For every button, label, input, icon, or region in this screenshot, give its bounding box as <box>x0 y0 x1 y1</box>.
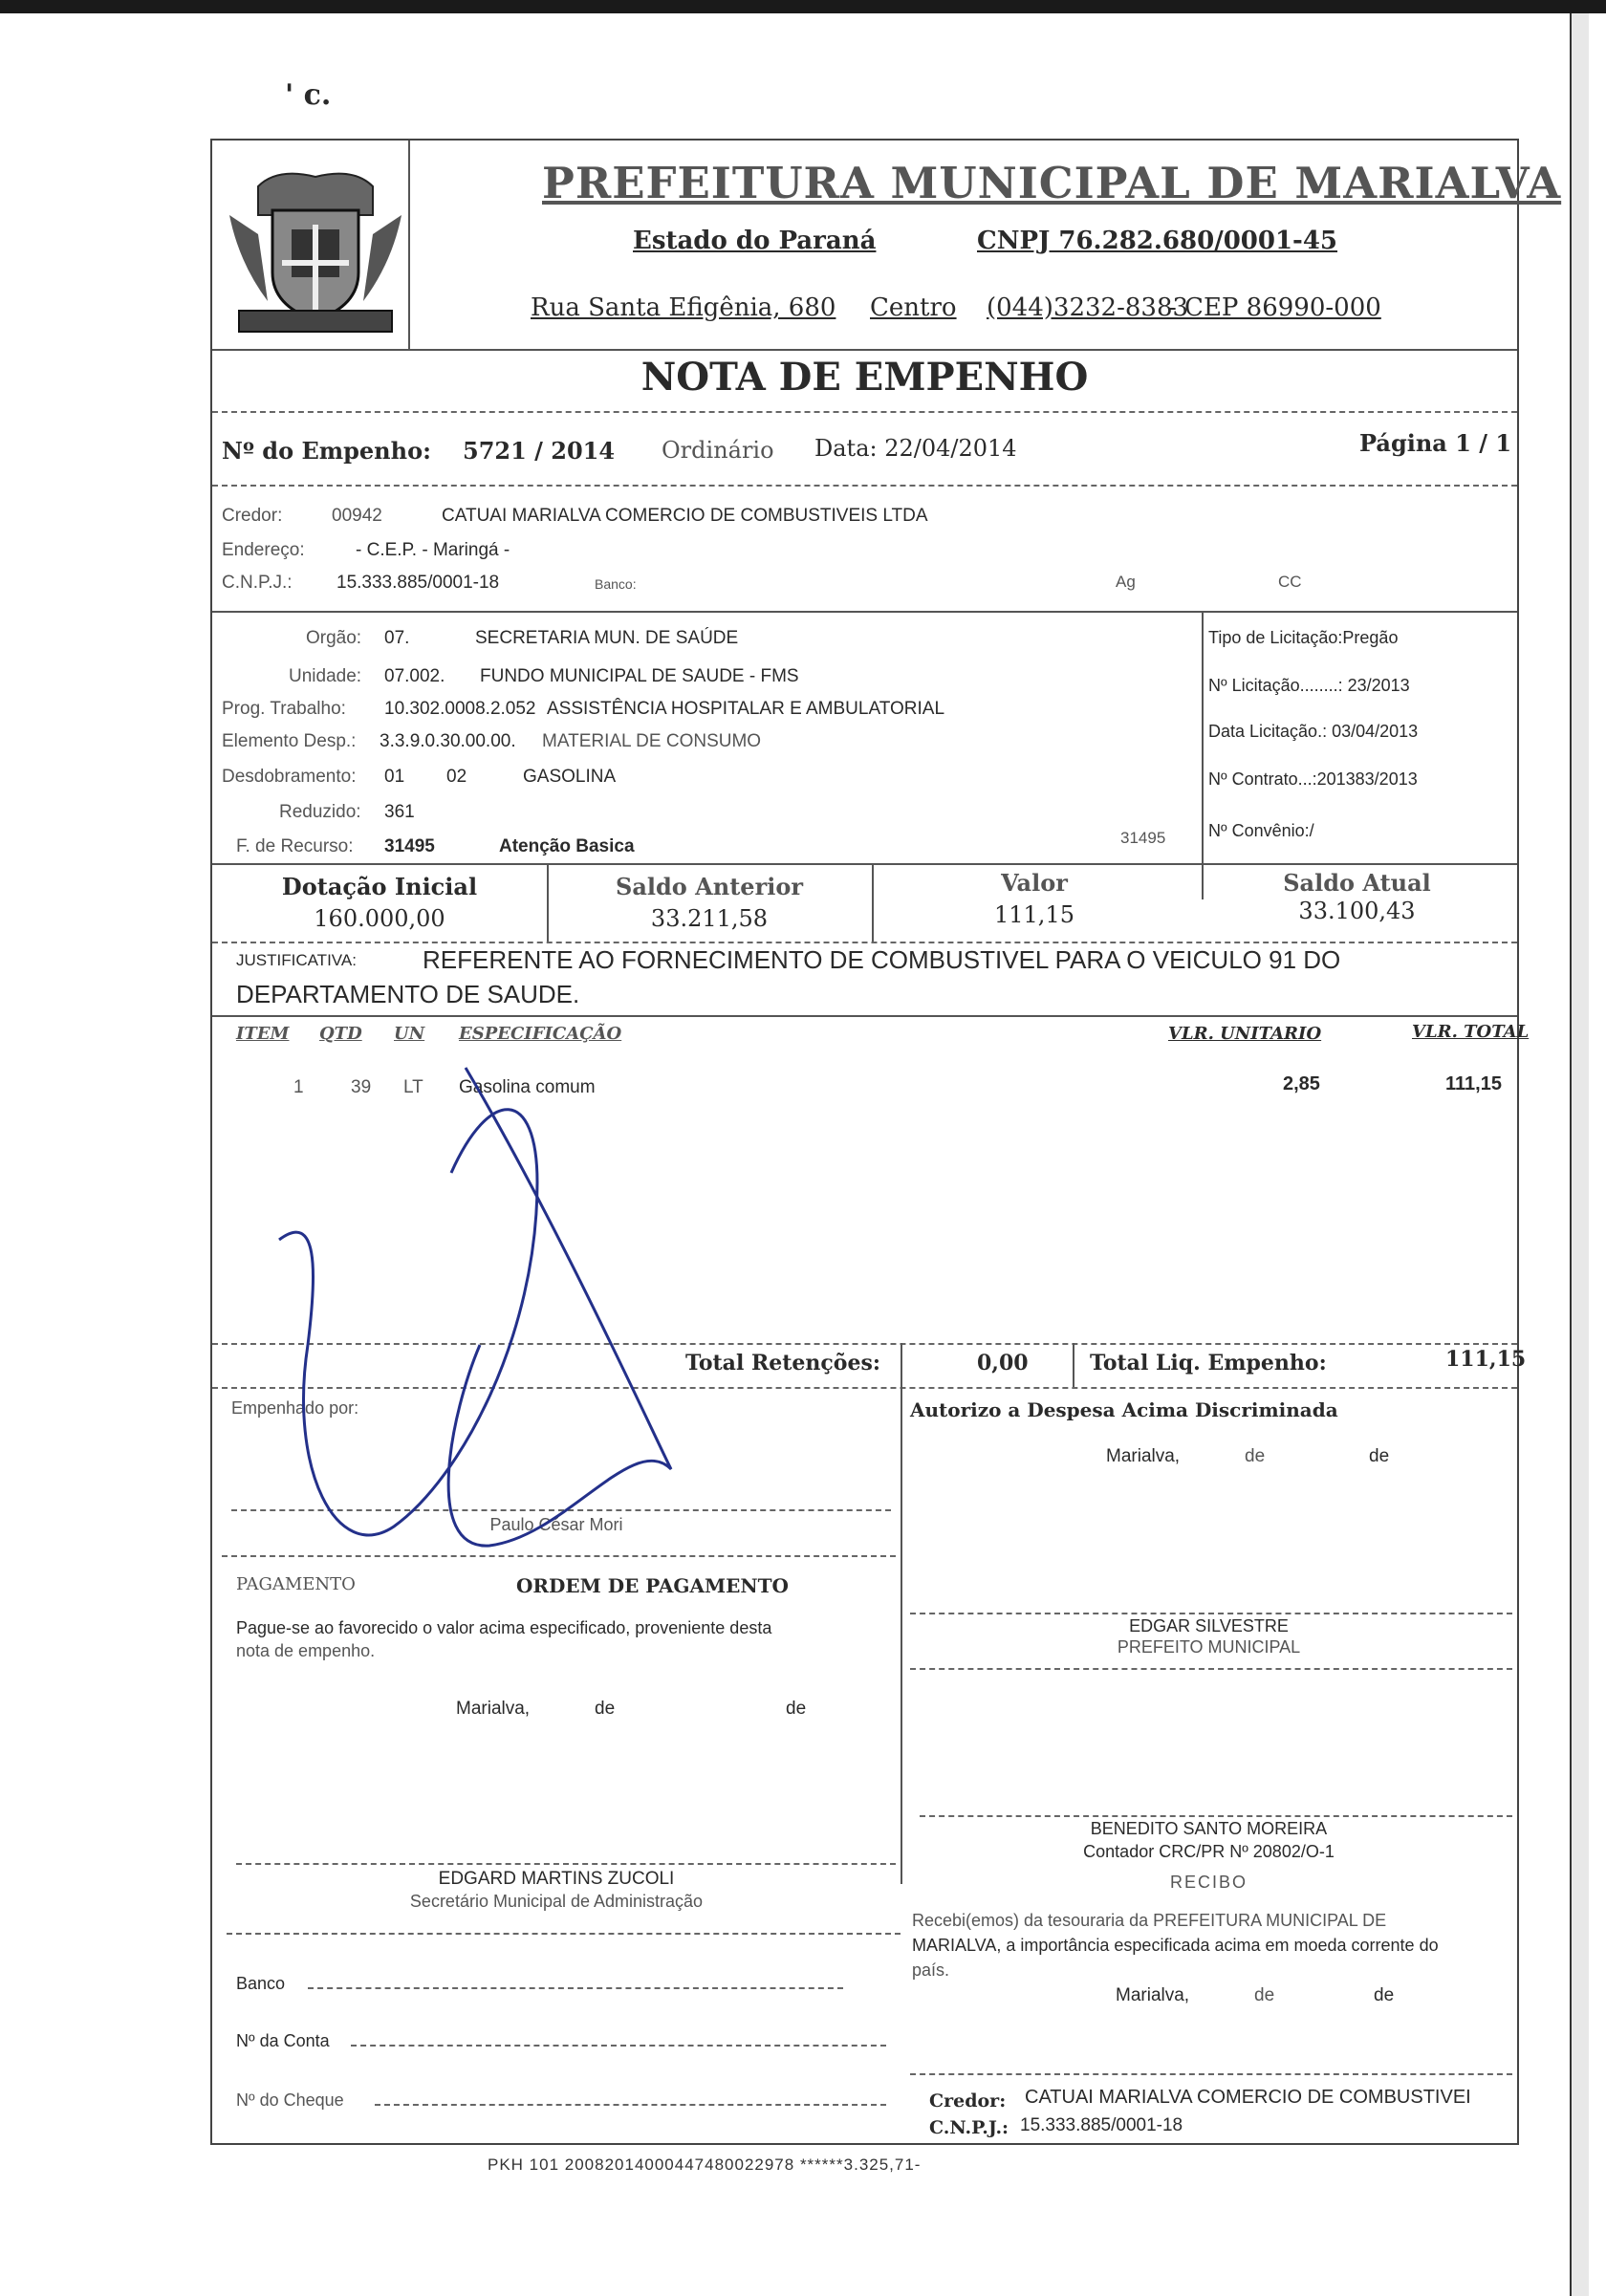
retencoes-label: Total Retenções: <box>685 1351 880 1375</box>
estado: Estado do Paraná <box>633 227 877 255</box>
recibo-title: RECIBO <box>1169 1873 1248 1892</box>
prog-label: Prog. Trabalho: <box>222 699 346 719</box>
pague-de-2: de <box>786 1699 807 1719</box>
saldo-anterior-label: Saldo Anterior <box>616 873 803 900</box>
saldo-anterior-value: 33.211,58 <box>650 905 769 932</box>
conta-label: Nº da Conta <box>236 2031 330 2050</box>
desdobramento-code-2: 02 <box>446 767 467 787</box>
handwritten-signature <box>250 1029 748 1622</box>
page-indicator: Página 1 / 1 <box>1359 429 1512 457</box>
scan-top-edge <box>0 0 1606 13</box>
orgao-name: SECRETARIA MUN. DE SAÚDE <box>475 628 739 648</box>
recibo-de-1: de <box>1254 1985 1275 2005</box>
bank-label: Banco: <box>595 576 637 592</box>
elemento-name: MATERIAL DE CONSUMO <box>542 731 762 751</box>
data-licitacao: Data Licitação.: 03/04/2013 <box>1208 722 1419 741</box>
header-vlr-unitario: VLR. UNITARIO <box>1168 1024 1322 1044</box>
elemento-code: 3.3.9.0.30.00.00. <box>380 731 516 751</box>
recibo-de-2: de <box>1374 1985 1395 2005</box>
street: Rua Santa Efigênia, 680 <box>531 293 836 322</box>
numero-licitacao: Nº Licitação........: 23/2013 <box>1208 676 1410 695</box>
row-spec: Gasolina comum <box>459 1077 596 1097</box>
unidade-label: Unidade: <box>289 666 362 686</box>
header-item: ITEM <box>236 1024 290 1044</box>
recibo-line-3: país. <box>912 1960 950 1980</box>
desdobramento-code-1: 01 <box>384 767 405 787</box>
orgao-label: Orgão: <box>306 628 362 648</box>
justificativa-line-2: DEPARTAMENTO DE SAUDE. <box>236 980 580 1008</box>
autorizo-text: Autorizo a Despesa Acima Discriminada <box>910 1398 1338 1421</box>
justificativa-line-1: REFERENTE AO FORNECIMENTO DE COMBUSTIVEL PARA O VEICULO 91 DO <box>423 945 1341 974</box>
recurso-right: 31495 <box>1120 829 1166 847</box>
contador-name: BENEDITO SANTO MOREIRA <box>1090 1819 1328 1838</box>
header-especificacao: ESPECIFICAÇÃO <box>459 1024 622 1044</box>
unidade-code: 07.002. <box>384 666 445 686</box>
ordem-pagamento: ORDEM DE PAGAMENTO <box>516 1574 789 1597</box>
doc-title: NOTA DE EMPENHO <box>640 355 1089 400</box>
prefeitura-title: PREFEITURA MUNICIPAL DE MARIALVA <box>542 158 1562 208</box>
row-total: 111,15 <box>1445 1073 1502 1094</box>
empenho-number: 5721 / 2014 <box>463 437 616 465</box>
credor-address: - C.E.P. - Maringá - <box>356 540 510 560</box>
unidade-name: FUNDO MUNICIPAL DE SAUDE - FMS <box>480 666 799 686</box>
pague-city: Marialva, <box>456 1699 531 1719</box>
nota-de-empenho-document <box>210 139 1562 2145</box>
recibo-credor-label: Credor: <box>929 2090 1007 2112</box>
reduzido-value: 361 <box>384 802 415 822</box>
banco-label: Banco <box>236 1974 286 1993</box>
numero-contrato: Nº Contrato...:201383/2013 <box>1208 769 1418 789</box>
pague-line-2: nota de empenho. <box>236 1641 376 1660</box>
prefeito-name: EDGAR SILVESTRE <box>1129 1616 1289 1635</box>
empenho-label: Nº do Empenho: <box>222 437 431 465</box>
district: Centro <box>870 293 957 322</box>
pagamento-label: PAGAMENTO <box>236 1574 356 1594</box>
cheque-label: Nº do Cheque <box>236 2090 344 2110</box>
numero-convenio: Nº Convênio:/ <box>1208 821 1314 840</box>
pague-line-1: Pague-se ao favorecido o valor acima especificado, proveniente desta <box>236 1618 772 1637</box>
autorizo-city: Marialva, <box>1106 1446 1181 1466</box>
cc-label: CC <box>1278 573 1302 591</box>
dotacao-label: Dotação Inicial <box>281 873 478 900</box>
credor-code: 00942 <box>332 506 382 526</box>
pague-de-1: de <box>595 1699 616 1719</box>
tipo-licitacao: Tipo de Licitação:Pregão <box>1208 628 1399 647</box>
recurso-code: 31495 <box>384 836 435 856</box>
prog-name: ASSISTÊNCIA HOSPITALAR E AMBULATORIAL <box>547 699 945 719</box>
row-unit-price: 2,85 <box>1283 1073 1320 1094</box>
saldo-atual-value: 33.100,43 <box>1298 898 1416 924</box>
credor-name: CATUAI MARIALVA COMERCIO DE COMBUSTIVEIS LTDA <box>442 506 928 526</box>
desdobramento-label: Desdobramento: <box>222 767 357 787</box>
secretario-name: EDGARD MARTINS ZUCOLI <box>438 1869 675 1889</box>
row-qtd: 39 <box>351 1077 372 1097</box>
empenho-date: Data: 22/04/2014 <box>814 435 1017 462</box>
header-qtd: QTD <box>319 1024 362 1044</box>
liquido-label: Total Liq. Empenho: <box>1090 1351 1327 1375</box>
footer-code: PKH 101 20082014000447480022978 ******3.325,71- <box>488 2155 922 2174</box>
empenhado-name: Paulo César Mori <box>489 1515 623 1534</box>
phone: (044)3232-8383 <box>987 293 1189 322</box>
prog-code: 10.302.0008.2.052 <box>384 699 536 719</box>
recibo-cnpj-label: C.N.P.J.: <box>929 2117 1009 2138</box>
secretario-title: Secretário Municipal de Administração <box>409 1892 704 1911</box>
recibo-line-1: Recebi(emos) da tesouraria da PREFEITURA MUNICIPAL DE <box>912 1911 1387 1930</box>
corner-marks: ' c. <box>285 78 332 112</box>
scan-right-edge <box>1570 13 1589 2296</box>
reduzido-label: Reduzido: <box>279 802 361 822</box>
autorizo-de-1: de <box>1245 1446 1266 1466</box>
row-un: LT <box>403 1077 423 1097</box>
prefeitura-cnpj: CNPJ 76.282.680/0001-45 <box>977 227 1338 255</box>
desdobramento-name: GASOLINA <box>523 767 617 787</box>
autorizo-de-2: de <box>1369 1446 1390 1466</box>
recibo-line-2: MARIALVA, a importância especificada acima em moeda corrente do <box>912 1936 1439 1955</box>
address-label: Endereço: <box>222 540 305 560</box>
row-item: 1 <box>293 1077 304 1097</box>
prefeito-title: PREFEITO MUNICIPAL <box>1117 1637 1301 1657</box>
credor-label: Credor: <box>222 506 283 526</box>
header-vlr-total: VLR. TOTAL <box>1412 1022 1530 1042</box>
recibo-credor-name: CATUAI MARIALVA COMERCIO DE COMBUSTIVEI <box>1025 2087 1471 2108</box>
empenhado-label: Empenhado por: <box>231 1398 359 1418</box>
recibo-cnpj: 15.333.885/0001-18 <box>1020 2115 1183 2135</box>
credor-cnpj-label: C.N.P.J.: <box>222 573 293 593</box>
header-un: UN <box>394 1024 425 1044</box>
coat-of-arms-icon <box>220 158 411 339</box>
valor-value: 111,15 <box>994 901 1074 928</box>
justificativa-label: JUSTIFICATIVA: <box>236 951 357 969</box>
recibo-city: Marialva, <box>1116 1985 1190 2005</box>
recurso-name: Atenção Basica <box>499 836 635 856</box>
elemento-label: Elemento Desp.: <box>222 731 357 751</box>
orgao-code: 07. <box>384 628 410 648</box>
ag-label: Ag <box>1116 573 1136 591</box>
contador-title: Contador CRC/PR Nº 20802/O-1 <box>1083 1842 1335 1861</box>
retencoes-value: 0,00 <box>977 1351 1029 1375</box>
credor-cnpj: 15.333.885/0001-18 <box>336 573 500 593</box>
empenho-type: Ordinário <box>662 437 774 464</box>
valor-label: Valor <box>1001 869 1068 897</box>
dotacao-value: 160.000,00 <box>314 905 445 932</box>
liquido-value: 111,15 <box>1445 1347 1527 1372</box>
cep: - CEP 86990-000 <box>1168 293 1381 322</box>
recurso-label: F. de Recurso: <box>236 836 354 856</box>
saldo-atual-label: Saldo Atual <box>1283 869 1431 897</box>
